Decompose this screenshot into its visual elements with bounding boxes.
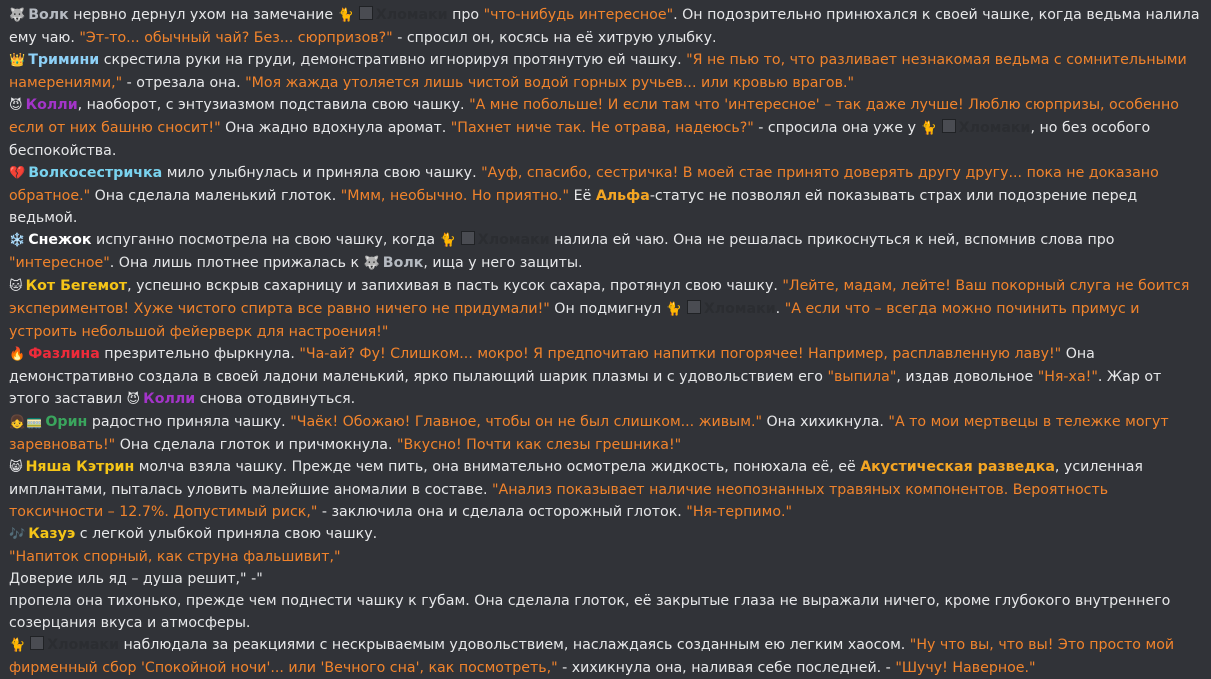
message-text: , успешно вскрыв сахарницу и запихивая в пасть кусок сахара, протянул свою чашку. [127, 278, 783, 294]
character-name-nyasha[interactable]: Няша Кэтрин [25, 459, 135, 475]
wolf-icon: 🐺 [9, 8, 26, 23]
devil-icon: 😈 [126, 392, 141, 407]
message-text: - хихикнула она, наливая себе последней. - [557, 660, 896, 676]
message-kolli [9, 94, 1203, 162]
character-name-hlomaki[interactable]: Хломаки [375, 7, 448, 23]
message-orin [9, 411, 1203, 456]
character-name-hlomaki[interactable]: Хломаки [958, 120, 1031, 136]
square-icon [687, 300, 701, 314]
message-text: - спросила она уже у [753, 120, 921, 136]
character-name-hlomaki[interactable]: Хломаки [47, 637, 120, 653]
quote-text: "А если что – всегда можно починить примус и устроить небольшой фейерверк для настроения!" [9, 301, 1140, 340]
quote-text: "Анализ показывает наличие неопознанных травяных компонентов. Вероятность токсичности – 12.7%. Допустимый риск," [9, 482, 1109, 520]
quote-text: "Ня-терпимо." [686, 504, 793, 520]
quote-text: "Моя жажда утоляется лишь чистой водой горных ручьев... или кровью врагов." [245, 75, 855, 91]
message-snezhok [9, 229, 1203, 275]
message-text: наблюдала за реакциями с нескрываемым удовольствием, наслаждаясь созданным ею легким хаосом. [119, 637, 910, 653]
message-text: Она сделала маленький глоток. [90, 188, 341, 204]
crown-icon: 👑 [9, 53, 26, 68]
cat-icon: 🐈 [439, 233, 456, 248]
cat-icon: 🐈 [665, 302, 682, 317]
message-kazue [9, 523, 1203, 546]
message-text: , но без особого беспокойства. [9, 120, 1151, 159]
quote-text: "выпила" [827, 369, 897, 385]
message-text: Она демонстративно создала в своей ладони маленький, ярко пылающий шарик плазмы и с удовольствием его [9, 346, 1095, 385]
quote-text: "Ммм, необычно. Но приятно." [340, 188, 570, 204]
message-fazlina [9, 343, 1203, 411]
square-icon [359, 6, 373, 20]
message-text: презрительно фыркнула. [99, 346, 300, 362]
quote-text: "Я не пью то, что разливает незнакомая ведьма с сомнительными намерениями," [9, 52, 1187, 91]
message-text: Она жадно вдохнула аромат. [220, 120, 451, 136]
quote-text: "Пахнет ниче так. Не отрава, надеюсь?" [450, 120, 754, 136]
character-name-kolli[interactable]: Колли [25, 97, 78, 113]
message-text: налила ей чаю. Она не решалась прикоснуться к ней, вспомнив слова про [549, 232, 1115, 248]
alfa-highlight: Альфа [595, 188, 650, 204]
quote-text: "Чаёк! Обожаю! Главное, чтобы он не был слишком... живым." [290, 414, 762, 430]
fire-icon: 🔥 [9, 347, 26, 362]
message-begemot: 🐱 Кот Бегемот, успешно вскрыв сахарницу и запихивая в пасть кусок сахара, протянул свою чашку. "Лейте, мадам, лейте! Ваш покорный слуга не боится экспериментов! Хуже чистого спирта все равно ничего не придумали!" Он подмигнул 🐈 Хломаки. "А если что – всегда можно починить примус и устроить небольшой фейерверк для настроения!" [9, 278, 1190, 340]
character-name-orin[interactable]: Орин [45, 414, 88, 430]
message-text: молча взяла чашку. Прежде чем пить, она внимательно осмотрела жидкость, понюхала её, её [134, 459, 861, 475]
message-nyasha [9, 456, 1203, 523]
message-text: Она хихикнула. [762, 414, 889, 430]
akustika-highlight: Акустическая разведка [860, 459, 1055, 475]
quote-text: "А мне побольше! И если там что 'интересное' – так даже лучше! Люблю сюрпризы, особенно если от них башню сносит!" [9, 97, 1179, 136]
square-icon [461, 231, 475, 245]
message-text: - заключила она и сделала осторожный глоток. [317, 504, 687, 520]
devil-icon: 😈 [9, 98, 23, 113]
message-text: мило улыбнулась и приняла свою чашку. [162, 165, 482, 181]
message-hlomaki [9, 634, 1203, 679]
character-name-kazue[interactable]: Казуэ [28, 526, 76, 542]
quote-text: "Напиток спорный, как струна фальшивит," [9, 549, 341, 565]
cat-face-icon: 🐱 [9, 279, 23, 294]
message-text: -статус не позволял ей показывать страх или подозрение перед ведьмой. [9, 188, 1138, 226]
snowflake-icon: ❄️ [9, 233, 26, 248]
quote-text: "Шучу! Наверное." [895, 660, 1036, 676]
cat-icon: 🐈 [9, 638, 26, 653]
character-name-volk[interactable]: Волк [28, 7, 69, 23]
character-name-hlomaki[interactable]: Хломаки [703, 301, 776, 317]
message-kazue-verse-1 [9, 546, 1203, 568]
message-text: нервно дернул ухом на замечание [68, 7, 338, 23]
message-text: - спросил он, косясь на её хитрую улыбку. [392, 30, 717, 46]
character-name-volk[interactable]: Волк [382, 255, 424, 271]
message-trimini [9, 49, 1203, 94]
broken-heart-icon: 💔 [9, 166, 26, 181]
message-text: про [447, 7, 484, 23]
message-text: , усиленная имплантами, пыталась уловить малейшие аномалии в составе. [9, 459, 1143, 498]
smiling-cat-icon: 😸 [9, 460, 23, 475]
message-text: с легкой улыбкой приняла свою чашку. [75, 526, 378, 542]
quote-text: "Вкусно! Почти как слезы грешника!" [396, 437, 682, 453]
message-volkosestrichka [9, 162, 1203, 229]
message-text: . Жар от этого заставил [9, 369, 1162, 407]
cat-icon: 🐈 [337, 8, 354, 23]
quote-text: "Лейте, мадам, лейте! Ваш покорный слуга не боится экспериментов! Хуже чистого спирта все равно ничего не придумали!" [9, 278, 1190, 317]
cart-icon: 🚃 [26, 415, 43, 430]
quote-text: "Ча-ай? Фу! Слишком... мокро! Я предпочитаю напитки погорячее! Например, расплавленную лаву!" [299, 346, 1062, 362]
message-volk [9, 4, 1203, 49]
quote-text: "Ну что вы, что вы! Это просто мой фирменный сбор 'Спокойной ночи'... или 'Вечного сна', как посмотреть," [9, 637, 1175, 676]
quote-text: "Эт-то... обычный чай? Без... сюрпризов?" [79, 30, 393, 46]
message-text: . Он подозрительно принюхался к своей чашке, когда ведьма налила ему чаю. [9, 7, 1200, 46]
message-text: Её [569, 188, 596, 204]
message-text: - отрезала она. [122, 75, 246, 91]
quote-text: "что-нибудь интересное" [483, 7, 674, 23]
quote-text: "А то мои мертвецы в тележке могут заревновать!" [9, 414, 1169, 453]
message-text: Он подмигнул [549, 301, 666, 317]
character-name-begemot[interactable]: Кот Бегемот [25, 278, 128, 294]
character-name-hlomaki[interactable]: Хломаки [477, 232, 550, 248]
girl-icon: 👧 [9, 415, 26, 430]
character-name-snezhok[interactable]: Снежок [28, 232, 92, 248]
message-text: , ища у него защиты. [423, 255, 583, 271]
character-name-trimini[interactable]: Тримини [28, 52, 100, 68]
character-name-volkosestrichka[interactable]: Волкосестричка [28, 165, 163, 181]
message-kazue-continuation [9, 590, 1203, 634]
character-name-fazlina[interactable]: Фазлина [28, 346, 100, 362]
message-text: испуганно посмотрела на свою чашку, когда [91, 232, 440, 248]
quote-text: "Ауф, спасибо, сестричка! В моей стае принято доверять другу другу... пока не доказано обратное." [9, 165, 1159, 204]
cat-icon: 🐈 [920, 121, 937, 136]
music-notes-icon: 🎶 [9, 527, 26, 542]
message-kazue-verse-2 [9, 568, 1203, 590]
quote-text: "Ня-ха!" [1037, 369, 1098, 385]
message-text: радостно приняла чашку. [87, 414, 291, 430]
character-name-kolli[interactable]: Колли [143, 391, 196, 407]
message-text: Она сделала глоток и причмокнула. [115, 437, 397, 453]
message-text: скрестила руки на груди, демонстративно игнорируя протянутую ей чашку. [99, 52, 687, 68]
message-text: , издав довольное [896, 369, 1038, 385]
message-text: пропела она тихонько, прежде чем поднести чашку к губам. Она сделала глоток, её закрытые глаза не выражали ничего, кроме глубокого внутреннего созерцания вкуса и атмосферы. [9, 593, 1171, 631]
square-icon [30, 636, 44, 650]
wolf-icon: 🐺 [363, 256, 380, 271]
message-text: , наоборот, с энтузиазмом подставила свою чашку. [77, 97, 470, 113]
message-text: Доверие иль яд – душа решит," -" [9, 571, 263, 587]
quote-text: "интересное" [9, 255, 110, 271]
message-text: снова отодвинуться. [199, 391, 356, 407]
square-icon [942, 119, 956, 133]
message-text: . Она лишь плотнее прижалась к [109, 255, 364, 271]
